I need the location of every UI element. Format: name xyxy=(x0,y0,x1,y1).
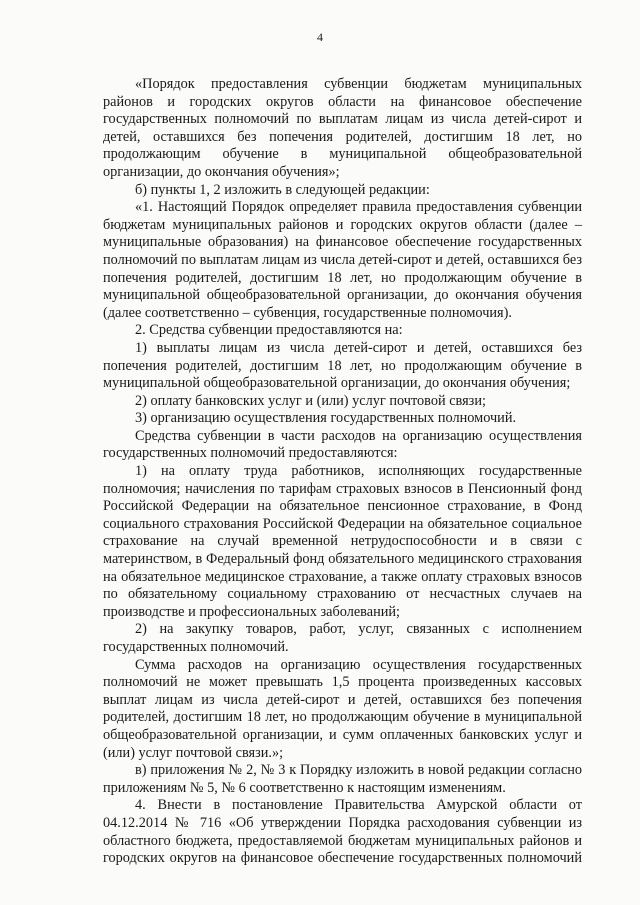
paragraph-order-title: «Порядок предоставления субвенции бюджетам муниципальных районов и городских округов области на финансовое обеспечение государственных полномочий по выплатам лицам из числа детей-сирот и детей, оставшихся без попечения родителей, достигшим 18 лет, но продолжающим обучение в муниципальной общеобразовательной организации, до окончания обучения»; xyxy=(103,76,582,180)
paragraph-subpoint-2: 2) оплату банковских услуг и (или) услуг почтовой связи; xyxy=(135,392,486,409)
paragraph-point-1: «1. Настоящий Порядок определяет правила предоставления субвенции бюджетам муниципальных районов и городских округов области (далее – муниципальные образования) на финансовое обеспечение государственных полномочий по выплатам лицам из числа детей-сирот и детей, оставшихся без попечения родителей, достигшим 18 лет, но продолжающим обучение в муниципальной общеобразовательной организации, до окончания обучения (далее соответственно – субвенция, государственные полномочия). xyxy=(103,199,582,321)
document-body xyxy=(103,76,582,868)
paragraph-points-edit: б) пункты 1, 2 изложить в следующей редакции: xyxy=(135,181,430,198)
page-number: 4 xyxy=(317,30,323,44)
paragraph-organization-costs: Средства субвенции в части расходов на организацию осуществления государственных полномочий предоставляются: xyxy=(103,427,582,462)
paragraph-labor-payment: 1) на оплату труда работников, исполняющих государственные полномочия; начисления по тарифам страховых взносов в Пенсионный фонд Российской Федерации на обязательное пенсионное страхование, в Фонд социального страхования Российской Федерации на обязательное социальное страхование на случай временной нетрудоспособности и в связи с материнством, в Федеральный фонд обязательного медицинского страхования на обязательное медицинское страхование, а также оплату страховых взносов по обязательному социальному страхованию от несчастных случаев на производстве и профессиональных заболеваний; xyxy=(103,463,582,620)
paragraph-subpoint-1: 1) выплаты лицам из числа детей-сирот и детей, оставшихся без попечения родителей, достигшим 18 лет, но продолжающим обучение в муниципальной общеобразовательной организации, до окончания обучения; xyxy=(103,339,582,392)
paragraph-appendices: в) приложения № 2, № 3 к Порядку изложить в новой редакции согласно приложениям № 5, № 6 соответственно к настоящим изменениям. xyxy=(103,762,582,796)
paragraph-point-2: 2. Средства субвенции предоставляются на: xyxy=(135,322,403,339)
paragraph-procurement: 2) на закупку товаров, работ, услуг, связанных с исполнением государственных полномочий. xyxy=(103,621,582,655)
paragraph-resolution-716: 4. Внести в постановление Правительства Амурской области от 04.12.2014 № 716 «Об утверждении Порядка расходования субвенции из областного бюджета, предоставляемой бюджетам муниципальных районов и городских округов на финансовое обеспечение государственных полномочий xyxy=(103,797,582,867)
paragraph-subpoint-3: 3) организацию осуществления государственных полномочий. xyxy=(135,410,517,427)
paragraph-cost-limit: Сумма расходов на организацию осуществления государственных полномочий не может превышать 1,5 процента произведенных кассовых выплат лицам из числа детей-сирот и детей, оставшихся без попечения родителей, достигшим 18 лет, но продолжающим обучение в муниципальной общеобразовательной организации, и сумм оплаченных банковских услуг и (или) услуг почтовой связи.»; xyxy=(103,656,582,761)
